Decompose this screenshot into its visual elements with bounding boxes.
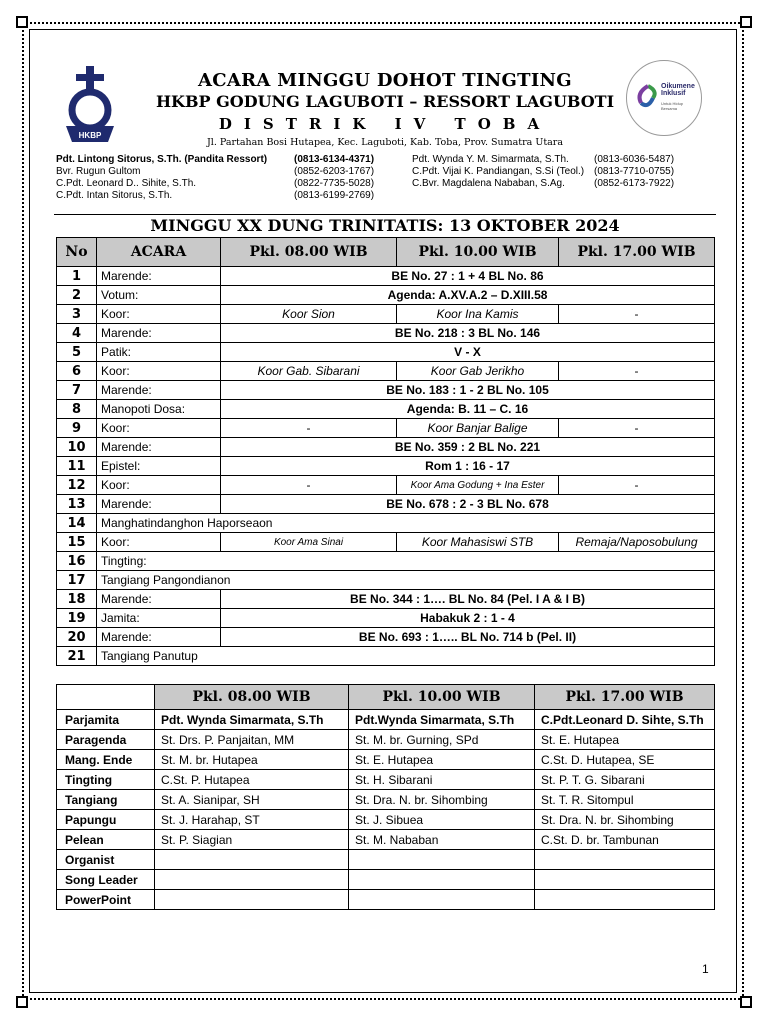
border-corner [740, 16, 752, 28]
row-number: 10 [57, 438, 97, 457]
officer-name [155, 870, 349, 890]
liturgy-item: Votum: [97, 286, 221, 305]
column-header [57, 685, 155, 710]
liturgy-item: Manopoti Dosa: [97, 400, 221, 419]
column-header: No [57, 238, 97, 267]
liturgy-item: Koor: [97, 533, 221, 552]
officer-name [535, 890, 715, 910]
table-row [57, 476, 715, 495]
liturgy-item: Koor: [97, 476, 221, 495]
officer-name: St. P. T. G. Sibarani [535, 770, 715, 790]
officer-role: PowerPoint [57, 890, 155, 910]
officer-name: St. M. br. Hutapea [155, 750, 349, 770]
table-row [57, 381, 715, 400]
liturgy-detail: Agenda: A.XV.A.2 – D.XIII.58 [221, 286, 715, 305]
officer-role: Mang. Ende [57, 750, 155, 770]
choir-cell: - [559, 362, 715, 381]
officer-name: St. A. Sianipar, SH [155, 790, 349, 810]
officer-name: St. E. Hutapea [349, 750, 535, 770]
row-number: 21 [57, 647, 97, 666]
row-number: 3 [57, 305, 97, 324]
column-header: ACARA [97, 238, 221, 267]
page-number: 1 [702, 962, 709, 976]
table-row [57, 419, 715, 438]
contact-phone: (0813-7710-0755) [594, 166, 675, 177]
border-corner [16, 16, 28, 28]
row-number: 12 [57, 476, 97, 495]
table-row [57, 495, 715, 514]
table-row [57, 267, 715, 286]
officer-name: C.St. D. Hutapea, SE [535, 750, 715, 770]
officer-role: Organist [57, 850, 155, 870]
choir-cell: - [221, 419, 397, 438]
liturgy-detail: Agenda: B. 11 – C. 16 [221, 400, 715, 419]
table-row [57, 305, 715, 324]
border-corner [740, 996, 752, 1008]
row-number: 15 [57, 533, 97, 552]
liturgy-item: Jamita: [97, 609, 221, 628]
officer-name: St. M. Nababan [349, 830, 535, 850]
row-number: 17 [57, 571, 97, 590]
liturgy-item: Marende: [97, 381, 221, 400]
table-row [57, 590, 715, 609]
officer-name [535, 850, 715, 870]
liturgy-item: Marende: [97, 324, 221, 343]
liturgy-item: Tangiang Pangondianon [97, 571, 715, 590]
liturgy-item: Patik: [97, 343, 221, 362]
choir-cell: Koor Banjar Balige [397, 419, 559, 438]
row-number: 9 [57, 419, 97, 438]
choir-cell: Koor Ina Kamis [397, 305, 559, 324]
officer-name: C.St. P. Hutapea [155, 770, 349, 790]
officer-name: St. J. Harahap, ST [155, 810, 349, 830]
order-of-service-body [57, 267, 715, 666]
contact-phone: (0813-6199-2769) [294, 190, 375, 201]
column-header: Pkl. 10.00 WIB [397, 238, 559, 267]
liturgy-item: Marende: [97, 267, 221, 286]
liturgy-item: Koor: [97, 362, 221, 381]
contact-name: C.Pdt. Leonard D.. Sihite, S.Th. [56, 178, 197, 189]
choir-cell: - [559, 419, 715, 438]
column-header: Pkl. 17.00 WIB [559, 238, 715, 267]
contact-name: Pdt. Lintong Sitorus, S.Th. (Pandita Ressort) [56, 154, 268, 165]
officer-name: St. J. Sibuea [349, 810, 535, 830]
officer-name: St. Dra. N. br. Sihombing [535, 810, 715, 830]
service-officers-table [56, 684, 715, 910]
liturgy-item: Koor: [97, 305, 221, 324]
officer-role: Tingting [57, 770, 155, 790]
choir-cell: - [221, 476, 397, 495]
choir-cell: - [559, 305, 715, 324]
officer-name: St. Dra. N. br. Sihombing [349, 790, 535, 810]
liturgy-detail: BE No. 183 : 1 - 2 BL No. 105 [221, 381, 715, 400]
contact-phone: (0813-6134-4371) [294, 154, 375, 165]
liturgy-detail: BE No. 678 : 2 - 3 BL No. 678 [221, 495, 715, 514]
table-row [57, 628, 715, 647]
table-row [57, 710, 715, 730]
row-number: 11 [57, 457, 97, 476]
choir-cell: Koor Gab Jerikho [397, 362, 559, 381]
table-row [57, 438, 715, 457]
contact-phone: (0852-6203-1767) [294, 166, 375, 177]
border-corner [16, 996, 28, 1008]
liturgy-detail: BE No. 359 : 2 BL No. 221 [221, 438, 715, 457]
column-header: Pkl. 08.00 WIB [155, 685, 349, 710]
officer-name: C.St. D. br. Tambunan [535, 830, 715, 850]
officer-role: Song Leader [57, 870, 155, 890]
header [54, 58, 716, 152]
officer-role: Paragenda [57, 730, 155, 750]
liturgy-detail: Rom 1 : 16 - 17 [221, 457, 715, 476]
officer-role: Tangiang [57, 790, 155, 810]
table-row [57, 810, 715, 830]
liturgy-detail: BE No. 693 : 1….. BL No. 714 b (Pel. II) [221, 628, 715, 647]
choir-cell: Koor Sion [221, 305, 397, 324]
row-number: 4 [57, 324, 97, 343]
liturgy-item: Marende: [97, 628, 221, 647]
liturgy-item: Tingting: [97, 552, 715, 571]
table-row [57, 362, 715, 381]
liturgy-item: Tangiang Panutup [97, 647, 715, 666]
table-row [57, 286, 715, 305]
table-row [57, 571, 715, 590]
badge-title: Oikumene Inklusif [661, 83, 695, 97]
table-row [57, 400, 715, 419]
table-row [57, 647, 715, 666]
logo-text: HKBP [78, 131, 102, 140]
table-header-row [57, 685, 715, 710]
officer-name [535, 870, 715, 890]
row-number: 8 [57, 400, 97, 419]
church-name: HKBP GODUNG LAGUBOTI – RESSORT LAGUBOTI [155, 92, 615, 111]
table-row [57, 790, 715, 810]
liturgy-detail: BE No. 344 : 1…. BL No. 84 (Pel. I A & I B) [221, 590, 715, 609]
column-header: Pkl. 17.00 WIB [535, 685, 715, 710]
liturgy-item: Epistel: [97, 457, 221, 476]
liturgy-detail: V - X [221, 343, 715, 362]
choir-cell: Remaja/Naposobulung [559, 533, 715, 552]
table-row [57, 890, 715, 910]
liturgy-detail: BE No. 27 : 1 + 4 BL No. 86 [221, 267, 715, 286]
table-row [57, 457, 715, 476]
contact-phone: (0822-7735-5028) [294, 178, 375, 189]
row-number: 16 [57, 552, 97, 571]
officer-name: St. H. Sibarani [349, 770, 535, 790]
document-page [54, 58, 716, 910]
oikumene-logo-icon [633, 83, 663, 113]
church-address: Jl. Partahan Bosi Hutapea, Kec. Laguboti, Kab. Toba, Prov. Sumatra Utara [206, 137, 564, 148]
officer-role: Papungu [57, 810, 155, 830]
page-title: ACARA MINGGU DOHOT TINGTING [198, 70, 572, 91]
contacts [54, 152, 716, 214]
officer-name: St. T. R. Sitompul [535, 790, 715, 810]
row-number: 18 [57, 590, 97, 609]
officer-name [349, 850, 535, 870]
officer-name: St. P. Siagian [155, 830, 349, 850]
district-name: DISTRIK IV TOBA [218, 115, 552, 133]
officer-role: Pelean [57, 830, 155, 850]
choir-cell: Koor Mahasiswi STB [397, 533, 559, 552]
oikumene-badge [626, 60, 702, 136]
liturgy-item: Koor: [97, 419, 221, 438]
choir-cell: Koor Gab. Sibarani [221, 362, 397, 381]
officer-name [155, 890, 349, 910]
officer-name [349, 870, 535, 890]
contact-phone: (0813-6036-5487) [594, 154, 675, 165]
table-row [57, 830, 715, 850]
officer-name: Pdt. Wynda Simarmata, S.Th [155, 710, 349, 730]
row-number: 19 [57, 609, 97, 628]
officer-name: St. Drs. P. Panjaitan, MM [155, 730, 349, 750]
officer-name [155, 850, 349, 870]
table-row [57, 730, 715, 750]
column-header: Pkl. 10.00 WIB [349, 685, 535, 710]
table-row [57, 750, 715, 770]
service-officers-body [57, 710, 715, 910]
row-number: 5 [57, 343, 97, 362]
contact-phone: (0852-6173-7922) [594, 178, 675, 189]
row-number: 2 [57, 286, 97, 305]
officer-name: C.Pdt.Leonard D. Sihte, S.Th [535, 710, 715, 730]
contact-name: C.Bvr. Magdalena Nababan, S.Ag. [412, 178, 565, 189]
contact-name: Bvr. Rugun Gultom [56, 166, 141, 177]
liturgy-item: Manghatindanghon Haporseaon [97, 514, 715, 533]
table-row [57, 343, 715, 362]
table-row [57, 770, 715, 790]
row-number: 1 [57, 267, 97, 286]
liturgy-item: Marende: [97, 590, 221, 609]
choir-cell: Koor Ama Godung + Ina Ester [397, 476, 559, 495]
service-title: MINGGU XX DUNG TRINITATIS: 13 OKTOBER 2024 [150, 216, 620, 235]
table-row [57, 850, 715, 870]
officer-name [349, 890, 535, 910]
table-row [57, 552, 715, 571]
officer-name: St. M. br. Gurning, SPd [349, 730, 535, 750]
contact-name: Pdt. Wynda Y. M. Simarmata, S.Th. [412, 154, 569, 165]
row-number: 13 [57, 495, 97, 514]
row-number: 7 [57, 381, 97, 400]
officer-role: Parjamita [57, 710, 155, 730]
row-number: 14 [57, 514, 97, 533]
table-row [57, 870, 715, 890]
contact-name: C.Pdt. Vijai K. Pandiangan, S.Si (Teol.) [412, 166, 585, 177]
table-row [57, 514, 715, 533]
officer-name: St. E. Hutapea [535, 730, 715, 750]
liturgy-detail: BE No. 218 : 3 BL No. 146 [221, 324, 715, 343]
row-number: 6 [57, 362, 97, 381]
table-row [57, 609, 715, 628]
row-number: 20 [57, 628, 97, 647]
table-row [57, 324, 715, 343]
badge-subtitle: Untuk Hidup Bersama [661, 101, 684, 111]
liturgy-item: Marende: [97, 438, 221, 457]
officer-name: Pdt.Wynda Simarmata, S.Th [349, 710, 535, 730]
order-of-service-table [56, 237, 715, 666]
choir-cell: - [559, 476, 715, 495]
liturgy-item: Marende: [97, 495, 221, 514]
liturgy-detail: Habakuk 2 : 1 - 4 [221, 609, 715, 628]
table-header-row [57, 238, 715, 267]
contact-name: C.Pdt. Intan Sitorus, S.Th. [56, 190, 173, 201]
column-header: Pkl. 08.00 WIB [221, 238, 397, 267]
choir-cell: Koor Ama Sinai [221, 533, 397, 552]
table-row [57, 533, 715, 552]
